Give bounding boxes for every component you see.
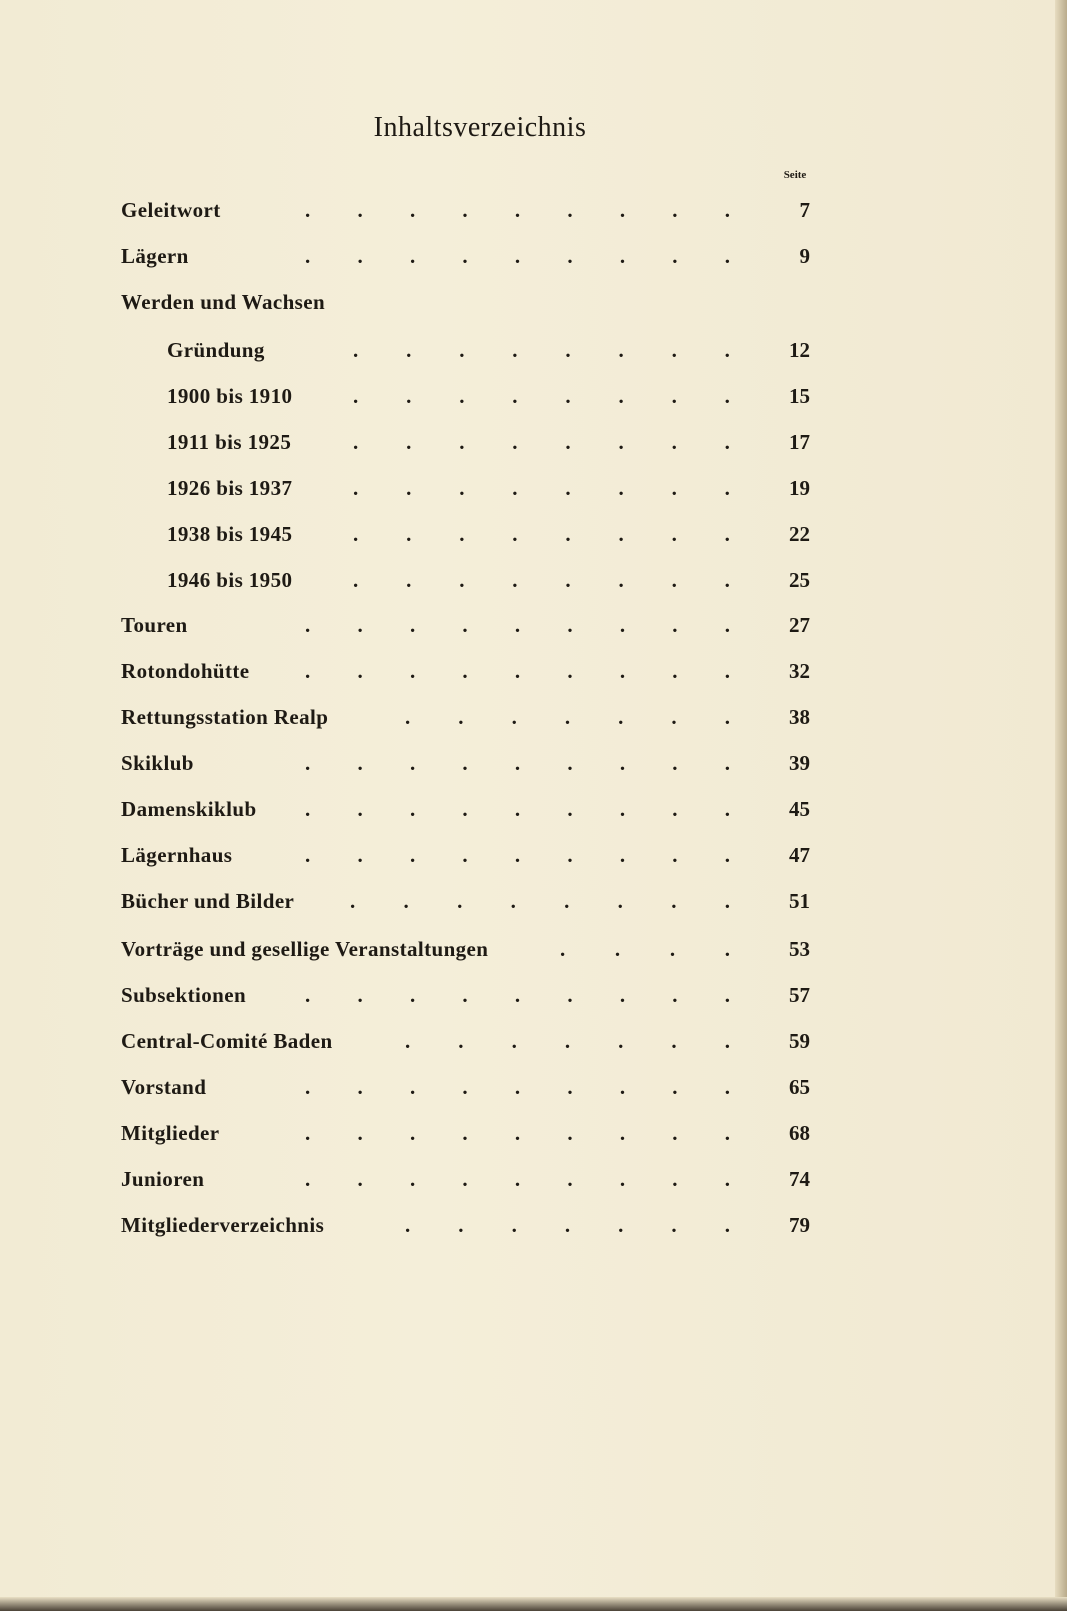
dot-leader: . . . . . . . . <box>353 568 730 592</box>
toc-entry-page-number: 12 <box>789 338 810 362</box>
toc-entry <box>0 1213 1067 1245</box>
dot-leader: . . . . . . . . . <box>305 751 730 775</box>
dot-leader: . . . . . . . . <box>353 384 730 408</box>
toc-entry-label: Mitglieder <box>121 1121 220 1145</box>
dot-leader: . . . . . . . . . <box>305 843 730 867</box>
page-edge-right <box>1055 0 1067 1611</box>
dot-leader: . . . . . . . . . <box>305 198 730 222</box>
toc-entry <box>0 1075 1067 1107</box>
toc-entry <box>0 937 1067 969</box>
toc-entry-page-number: 27 <box>789 613 810 637</box>
toc-entry-label: 1900 bis 1910 <box>167 384 293 408</box>
toc-entry <box>0 384 1067 416</box>
dot-leader: . . . . . . . . <box>353 522 730 546</box>
toc-entry-label: 1946 bis 1950 <box>167 568 293 592</box>
toc-entry-label: Mitgliederverzeichnis <box>121 1213 325 1237</box>
dot-leader: . . . . . . . . <box>353 338 730 362</box>
toc-entry-page-number: 38 <box>789 705 810 729</box>
toc-entry-page-number: 53 <box>789 937 810 961</box>
toc-entry-page-number: 51 <box>789 889 810 913</box>
dot-leader: . . . . . . . . . <box>305 659 730 683</box>
toc-entry-label: Rettungsstation Realp <box>121 705 329 729</box>
dot-leader: . . . . . . . . . <box>305 1167 730 1191</box>
dot-leader: . . . . . . . . <box>350 889 730 913</box>
dot-leader: . . . . . . . . . <box>305 797 730 821</box>
dot-leader: . . . . . . . . . <box>305 613 730 637</box>
page-title: Inhaltsverzeichnis <box>373 112 587 143</box>
toc-entry-label: 1926 bis 1937 <box>167 476 293 500</box>
toc-entry-page-number: 15 <box>789 384 810 408</box>
toc-entry-label: Skiklub <box>121 751 194 775</box>
toc-entry <box>0 430 1067 462</box>
toc-entry-page-number: 74 <box>789 1167 810 1191</box>
toc-entry-page-number: 39 <box>789 751 810 775</box>
toc-entry <box>0 659 1067 691</box>
toc-entry <box>0 290 1067 322</box>
toc-entry-page-number: 25 <box>789 568 810 592</box>
toc-entry <box>0 983 1067 1015</box>
toc-entry-label: Gründung <box>167 338 265 362</box>
toc-entry-label: 1938 bis 1945 <box>167 522 293 546</box>
toc-entry-page-number: 68 <box>789 1121 810 1145</box>
toc-entry-page-number: 7 <box>799 198 810 222</box>
toc-entry-label: Lägernhaus <box>121 843 233 867</box>
toc-entry-page-number: 65 <box>789 1075 810 1099</box>
dot-leader: . . . . . . . <box>405 705 730 729</box>
toc-entry-label: Junioren <box>121 1167 205 1191</box>
toc-entry-page-number: 59 <box>789 1029 810 1053</box>
dot-leader: . . . . <box>560 937 730 961</box>
toc-entry-label: Bücher und Bilder <box>121 889 295 913</box>
toc-entry <box>0 705 1067 737</box>
toc-entry-page-number: 47 <box>789 843 810 867</box>
toc-entry <box>0 338 1067 370</box>
toc-entry <box>0 889 1067 921</box>
dot-leader: . . . . . . . <box>405 1213 730 1237</box>
toc-entry-label: Touren <box>121 613 188 637</box>
toc-entry <box>0 198 1067 230</box>
toc-entry-page-number: 19 <box>789 476 810 500</box>
toc-entry <box>0 244 1067 276</box>
dot-leader: . . . . . . . . . <box>305 983 730 1007</box>
toc-entry-page-number: 45 <box>789 797 810 821</box>
toc-entry-page-number: 32 <box>789 659 810 683</box>
toc-entry-label: Geleitwort <box>121 198 221 222</box>
dot-leader: . . . . . . . <box>405 1029 730 1053</box>
toc-entry <box>0 843 1067 875</box>
toc-entry <box>0 1029 1067 1061</box>
toc-entry <box>0 797 1067 829</box>
page-column-header: Seite <box>783 169 807 181</box>
dot-leader: . . . . . . . . . <box>305 1075 730 1099</box>
toc-entry-label: Lägern <box>121 244 189 268</box>
toc-entry-label: Central-Comité Baden <box>121 1029 333 1053</box>
toc-entry <box>0 613 1067 645</box>
toc-entry <box>0 1121 1067 1153</box>
dot-leader: . . . . . . . . . <box>305 244 730 268</box>
toc-entry-label: Werden und Wachsen <box>121 290 326 314</box>
toc-entry-label: Subsektionen <box>121 983 247 1007</box>
toc-entry <box>0 568 1067 600</box>
toc-entry-label: Vorträge und gesellige Veranstaltungen <box>121 937 489 961</box>
page-edge-bottom <box>0 1597 1067 1611</box>
toc-entry <box>0 476 1067 508</box>
toc-entry <box>0 751 1067 783</box>
toc-entry-page-number: 22 <box>789 522 810 546</box>
toc-entry <box>0 522 1067 554</box>
toc-entry-page-number: 17 <box>789 430 810 454</box>
dot-leader: . . . . . . . . . <box>305 1121 730 1145</box>
toc-entry-page-number: 79 <box>789 1213 810 1237</box>
toc-entry <box>0 1167 1067 1199</box>
toc-entry-label: Rotondohütte <box>121 659 250 683</box>
toc-entry-label: 1911 bis 1925 <box>167 430 292 454</box>
toc-entry-page-number: 9 <box>799 244 810 268</box>
toc-entry-label: Vorstand <box>121 1075 207 1099</box>
toc-entry-label: Damenskiklub <box>121 797 257 821</box>
dot-leader: . . . . . . . . <box>353 476 730 500</box>
dot-leader: . . . . . . . . <box>353 430 730 454</box>
toc-entry-page-number: 57 <box>789 983 810 1007</box>
